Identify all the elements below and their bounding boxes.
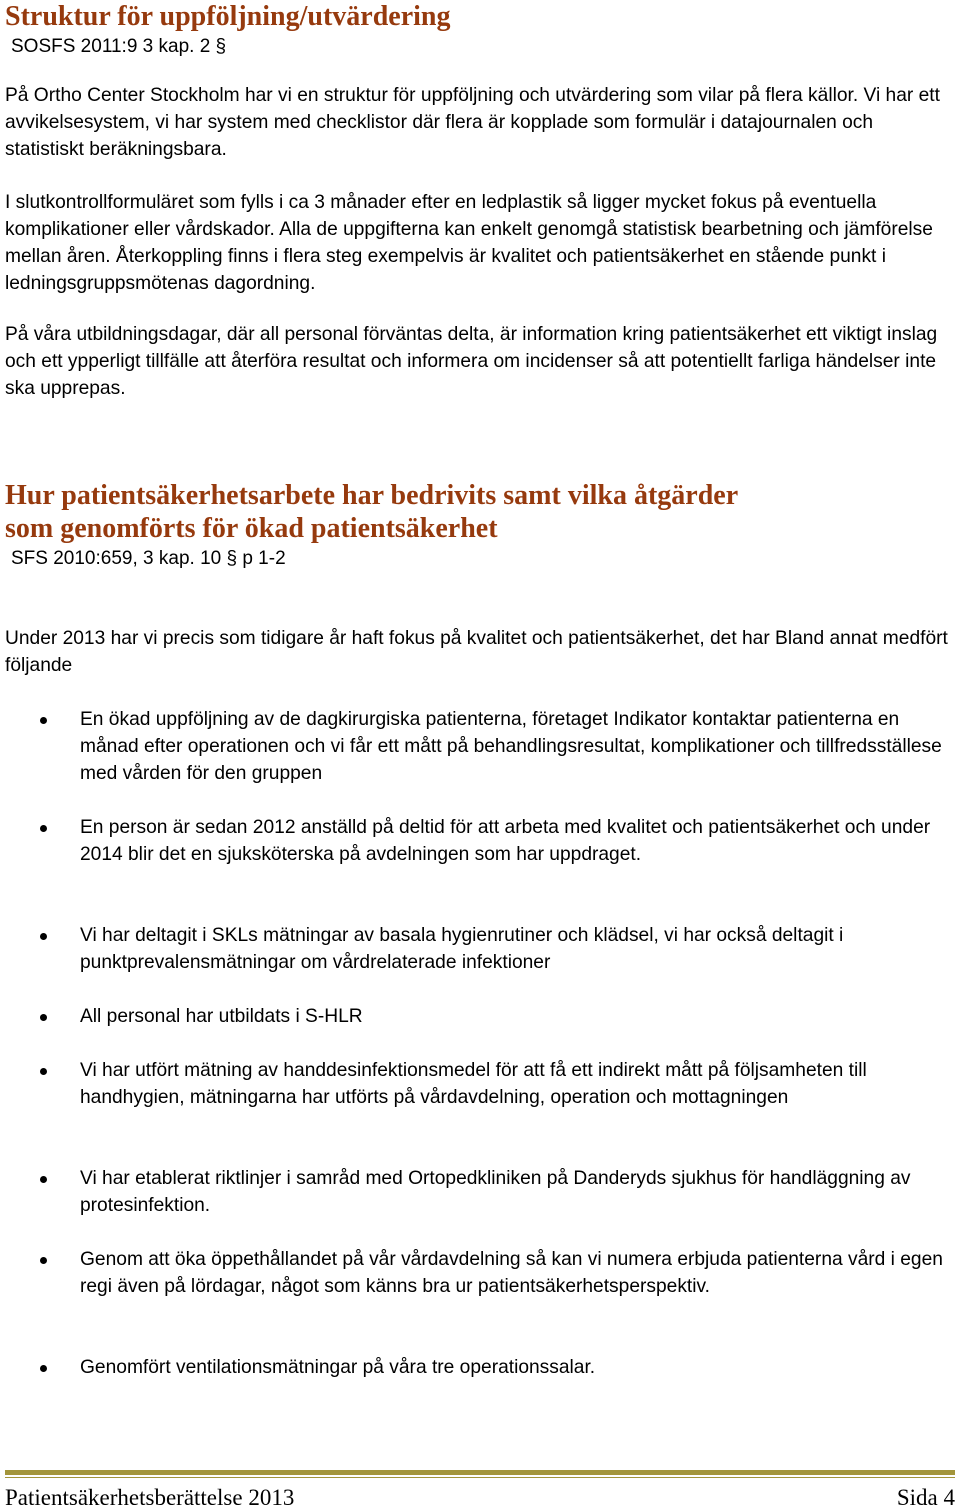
bullet-icon <box>40 933 47 940</box>
section-reference-sosfs: SOSFS 2011:9 3 kap. 2 § <box>11 36 227 57</box>
section-title-struktur: Struktur för uppföljning/utvärdering <box>5 1 451 32</box>
bullet-icon <box>40 1365 47 1372</box>
list-item-text: En ökad uppföljning av de dagkirurgiska patienterna, företaget Indikator kontaktar patienterna en månad efter operationen och vi får ett mått på behandlingsresultat, komplikationer och tillfredsställese med vården för den gruppen <box>80 709 942 784</box>
paragraph-struktur-3: På våra utbildningsdagar, där all personal förväntas delta, är information kring patientsäkerhet ett viktigt inslag och ett ypperligt tillfälle att återföra resultat och informera om incidenser så att potentiellt farliga händelser inte ska upprepas. <box>5 324 938 399</box>
paragraph-intro: Under 2013 har vi precis som tidigare år haft fokus på kvalitet och patientsäkerhet, det har Bland annat medfört följande <box>5 628 948 676</box>
list-item-text: Genom att öka öppethållandet på vår vårdavdelning så kan vi numera erbjuda patienterna vård i egen regi även på lördagar, något som känns bra ur patientsäkerhetsperspektiv. <box>80 1249 943 1297</box>
bullet-icon <box>40 1014 47 1021</box>
footer-divider-thin <box>5 1477 955 1478</box>
list-item-text: En person är sedan 2012 anställd på deltid för att arbeta med kvalitet och patientsäkerhet och under 2014 blir det en sjuksköterska på avdelningen som har uppdraget. <box>80 817 931 865</box>
list-item-text: Vi har etablerat riktlinjer i samråd med Ortopedkliniken på Danderyds sjukhus för handläggning av protesinfektion. <box>80 1168 911 1216</box>
section-title-hur-line2: som genomförts för ökad patientsäkerhet <box>5 513 498 544</box>
list-item-text: Vi har utfört mätning av handdesinfektionsmedel för att få ett indirekt mått på följsamheten till handhygien, mätningarna har utförts på vårdavdelning, operation och mottagningen <box>80 1060 867 1108</box>
list-item-text: Vi har deltagit i SKLs mätningar av basala hygienrutiner och klädsel, vi har också deltagit i punktprevalensmätningar om vårdrelaterade infektioner <box>80 925 844 973</box>
paragraph-struktur-1: På Ortho Center Stockholm har vi en struktur för uppföljning och utvärdering som vilar på flera källor. Vi har ett avvikelsesystem, vi har system med checklistor där flera är kopplade som formulär i datajournalen och statistiskt beräkningsbara. <box>5 85 940 160</box>
footer-document-title: Patientsäkerhetsberättelse 2013 <box>5 1485 295 1510</box>
bullet-icon <box>40 1068 47 1075</box>
list-item-text: Genomfört ventilationsmätningar på våra tre operationssalar. <box>80 1357 596 1378</box>
bullet-icon <box>40 825 47 832</box>
bullet-icon <box>40 1257 47 1264</box>
footer-divider <box>5 1470 955 1475</box>
section-title-hur-line1: Hur patientsäkerhetsarbete har bedrivits samt vilka åtgärder <box>5 480 739 511</box>
section-reference-sfs: SFS 2010:659, 3 kap. 10 § p 1-2 <box>11 548 286 569</box>
bullet-icon <box>40 717 47 724</box>
footer-page-number: Sida 4 <box>896 1485 955 1510</box>
paragraph-struktur-2: I slutkontrollformuläret som fylls i ca 3 månader efter en ledplastik så ligger mycket fokus på eventuella komplikationer eller vårdskador. Alla de uppgifterna kan enkelt genomgå statistisk bearbetning och jämförelse mellan åren. Återkoppling finns i flera steg exempelvis är kvalitet och patientsäkerhet en stående punkt i ledningsgruppsmötenas dagordning. <box>5 192 933 294</box>
list-item-text: All personal har utbildats i S-HLR <box>80 1006 363 1027</box>
bullet-icon <box>40 1176 47 1183</box>
